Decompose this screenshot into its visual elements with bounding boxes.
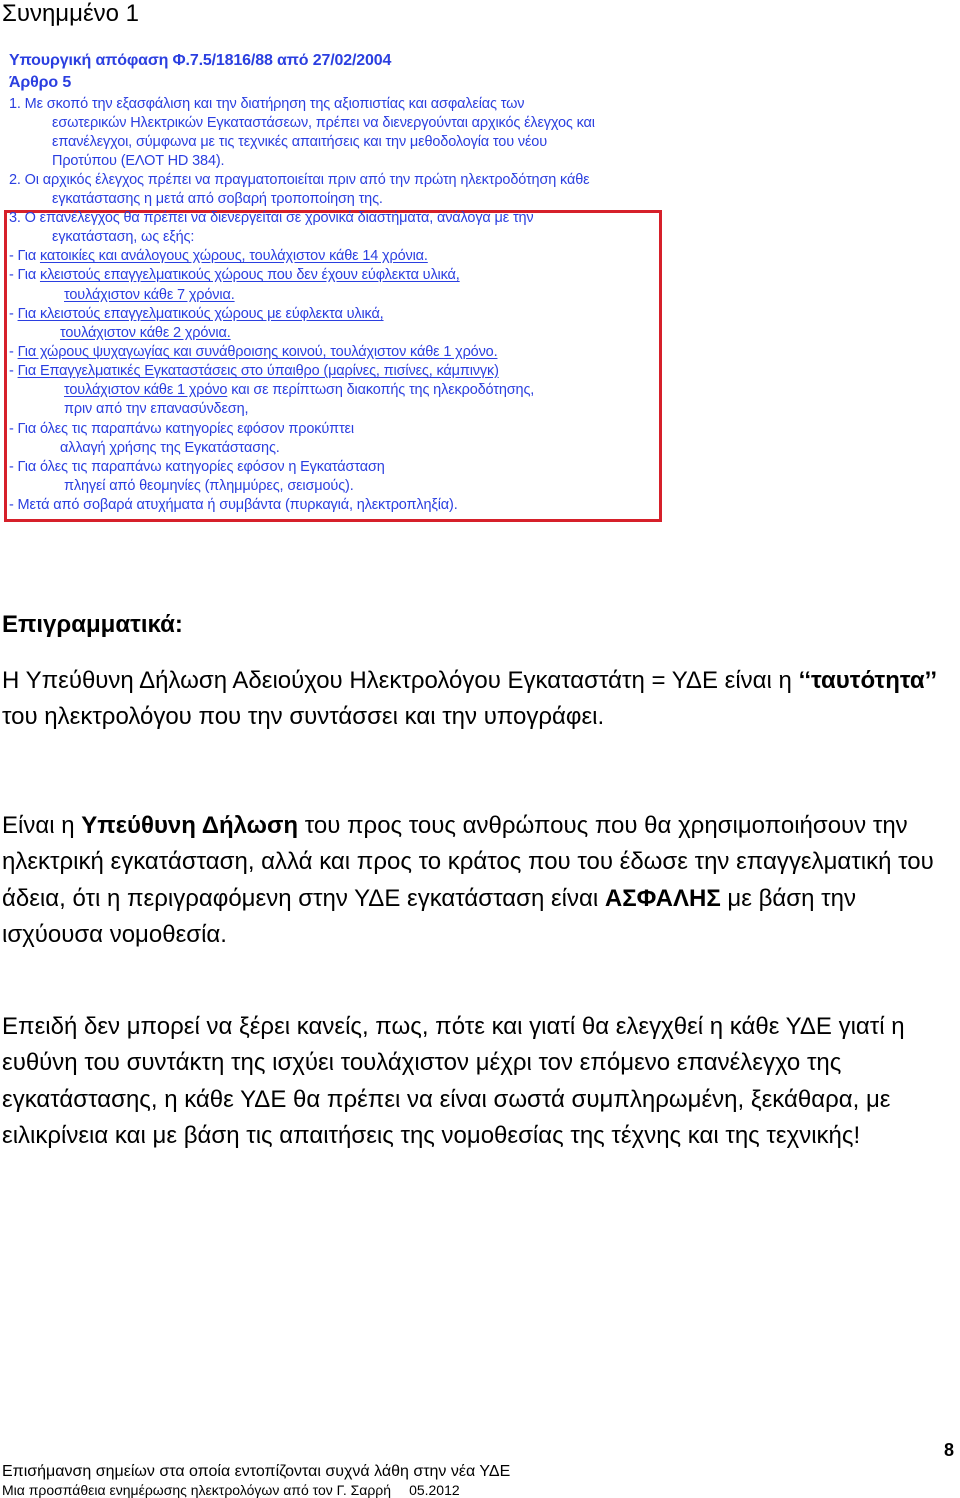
item-outdoor: - Για Επαγγελματικές Εγκαταστάσεις στο ύπαιθρο (μαρίνες, πισίνες, κάμπινγκ) <box>9 363 499 379</box>
summary-paragraph-2: Είναι η Υπεύθυνη Δήλωση του προς τους ανθρώπους που θα χρησιμοποιήσουν την ηλεκτρική εγκατάσταση, αλλά και προς το κράτος που του έδωσε την επαγγελματική του άδεια, ότι η περιγραφόμενη στην ΥΔΕ εγκατάσταση είναι ΑΣΦΑΛΗΣ με βάση την ισχύουσα νομοθεσία. <box>2 812 934 949</box>
item-natural-disasters: - Για όλες τις παραπάνω κατηγορίες εφόσον η Εγκατάσταση <box>9 459 385 475</box>
item-outdoor-interval: τουλάχιστον κάθε 1 χρόνο και σε περίπτωση διακοπής της ηλεκροδότησης, <box>64 382 535 398</box>
decision-excerpt <box>0 0 960 560</box>
item-accidents: - Μετά από σοβαρά ατυχήματα ή συμβάντα (πυρκαγιά, ηλεκτροπληξία). <box>9 497 458 513</box>
summary-paragraph-1: Η Υπεύθυνη Δήλωση Αδειούχου Ηλεκτρολόγου Εγκαταστάτη = ΥΔΕ είναι η ‘‘ταυτότητα’’ του ηλεκτρολόγου που την συντάσσει και την υπογράφει. <box>2 667 938 731</box>
footer-author: Μια προσπάθεια ενημέρωσης ηλεκτρολόγων από τον Γ. Σαρρή 05.2012 <box>2 1482 460 1498</box>
item-closed-no-flammable: - Για κλειστούς επαγγελματικούς χώρους που δεν έχουν εύφλεκτα υλικά, <box>9 267 460 283</box>
p2-line-2: εγκατάστασης η μετά από σοβαρή τροποποίηση της. <box>52 191 383 207</box>
item-closed-flammable-interval: τουλάχιστον κάθε 2 χρόνια. <box>60 325 231 341</box>
summary-paragraph-3: Επειδή δεν μπορεί να ξέρει κανείς, πως, πότε και γιατί θα ελεγχθεί η κάθε ΥΔΕ γιατί η ευθύνη του συντάκτη της ισχύει τουλάχιστον μέχρι τον επόμενο επανέλεγχο της εγκατάστασης, η κάθε ΥΔΕ θα πρέπει να είναι σωστά συμπληρωμένη, ξεκάθαρα, με ειλικρίνεια και με βάση τις απαιτήσεις της νομοθεσίας της τέχνης και της τεχνικής! <box>2 1013 905 1150</box>
item-entertainment: - Για χώρους ψυχαγωγίας και συνάθροισης κοινού, τουλάχιστον κάθε 1 χρόνο. <box>9 344 498 360</box>
footer-title: Επισήμανση σημείων στα οποία εντοπίζονται συχνά λάθη στην νέα ΥΔΕ <box>2 1463 511 1480</box>
p1-line-1: 1. Με σκοπό την εξασφάλιση και την διατήρηση της αξιοπιστίας και ασφαλείας των <box>9 96 525 112</box>
page-number: 8 <box>944 1440 955 1460</box>
item-outdoor-reconnection: πριν από την επανασύνδεση, <box>64 401 249 417</box>
item-change-of-use: - Για όλες τις παραπάνω κατηγορίες εφόσον προκύπτει <box>9 421 354 437</box>
item-change-of-use-2: αλλαγή χρήσης της Εγκατάστασης. <box>60 440 280 456</box>
article-title: Άρθρο 5 <box>9 74 72 91</box>
p2-line-1: 2. Οι αρχικός έλεγχος πρέπει να πραγματοποιείται πριν από την πρώτη ηλεκτροδότηση κάθε <box>9 172 590 188</box>
p1-line-4: Προτύπου (ΕΛΟΤ HD 384). <box>52 153 225 169</box>
footer-date: 05.2012 <box>409 1482 460 1498</box>
p1-line-3: επανέλεγχοι, σύμφωνα με τις τεχνικές απαιτήσεις και την μεθοδολογία του νέου <box>52 134 547 150</box>
p1-line-2: εσωτερικών Ηλεκτρικών Εγκαταστάσεων, πρέπει να διενεργούνται αρχικός έλεγχος και <box>52 115 595 131</box>
decision-title: Υπουργική απόφαση Φ.7.5/1816/88 από 27/02/2004 <box>9 52 392 69</box>
p3-line-1: 3. Ο επανέλεγχος θα πρέπει να διενεργείται σε χρονικά διαστήματα, ανάλογα με την <box>9 210 534 226</box>
attachment-title: Συνημμένο 1 <box>2 0 140 27</box>
item-closed-flammable: - Για κλειστούς επαγγελματικούς χώρους με εύφλεκτα υλικά, <box>9 306 384 322</box>
p3-line-2: εγκατάσταση, ως εξής: <box>52 229 195 245</box>
item-natural-disasters-2: πληγεί από θεομηνίες (πλημμύρες, σεισμούς). <box>64 478 354 494</box>
item-residences: - Για κατοικίες και ανάλογους χώρους, τουλάχιστον κάθε 14 χρόνια. <box>9 248 428 264</box>
item-closed-no-flammable-interval: τουλάχιστον κάθε 7 χρόνια. <box>64 287 235 303</box>
summary-heading: Επιγραμματικά: <box>2 611 183 638</box>
